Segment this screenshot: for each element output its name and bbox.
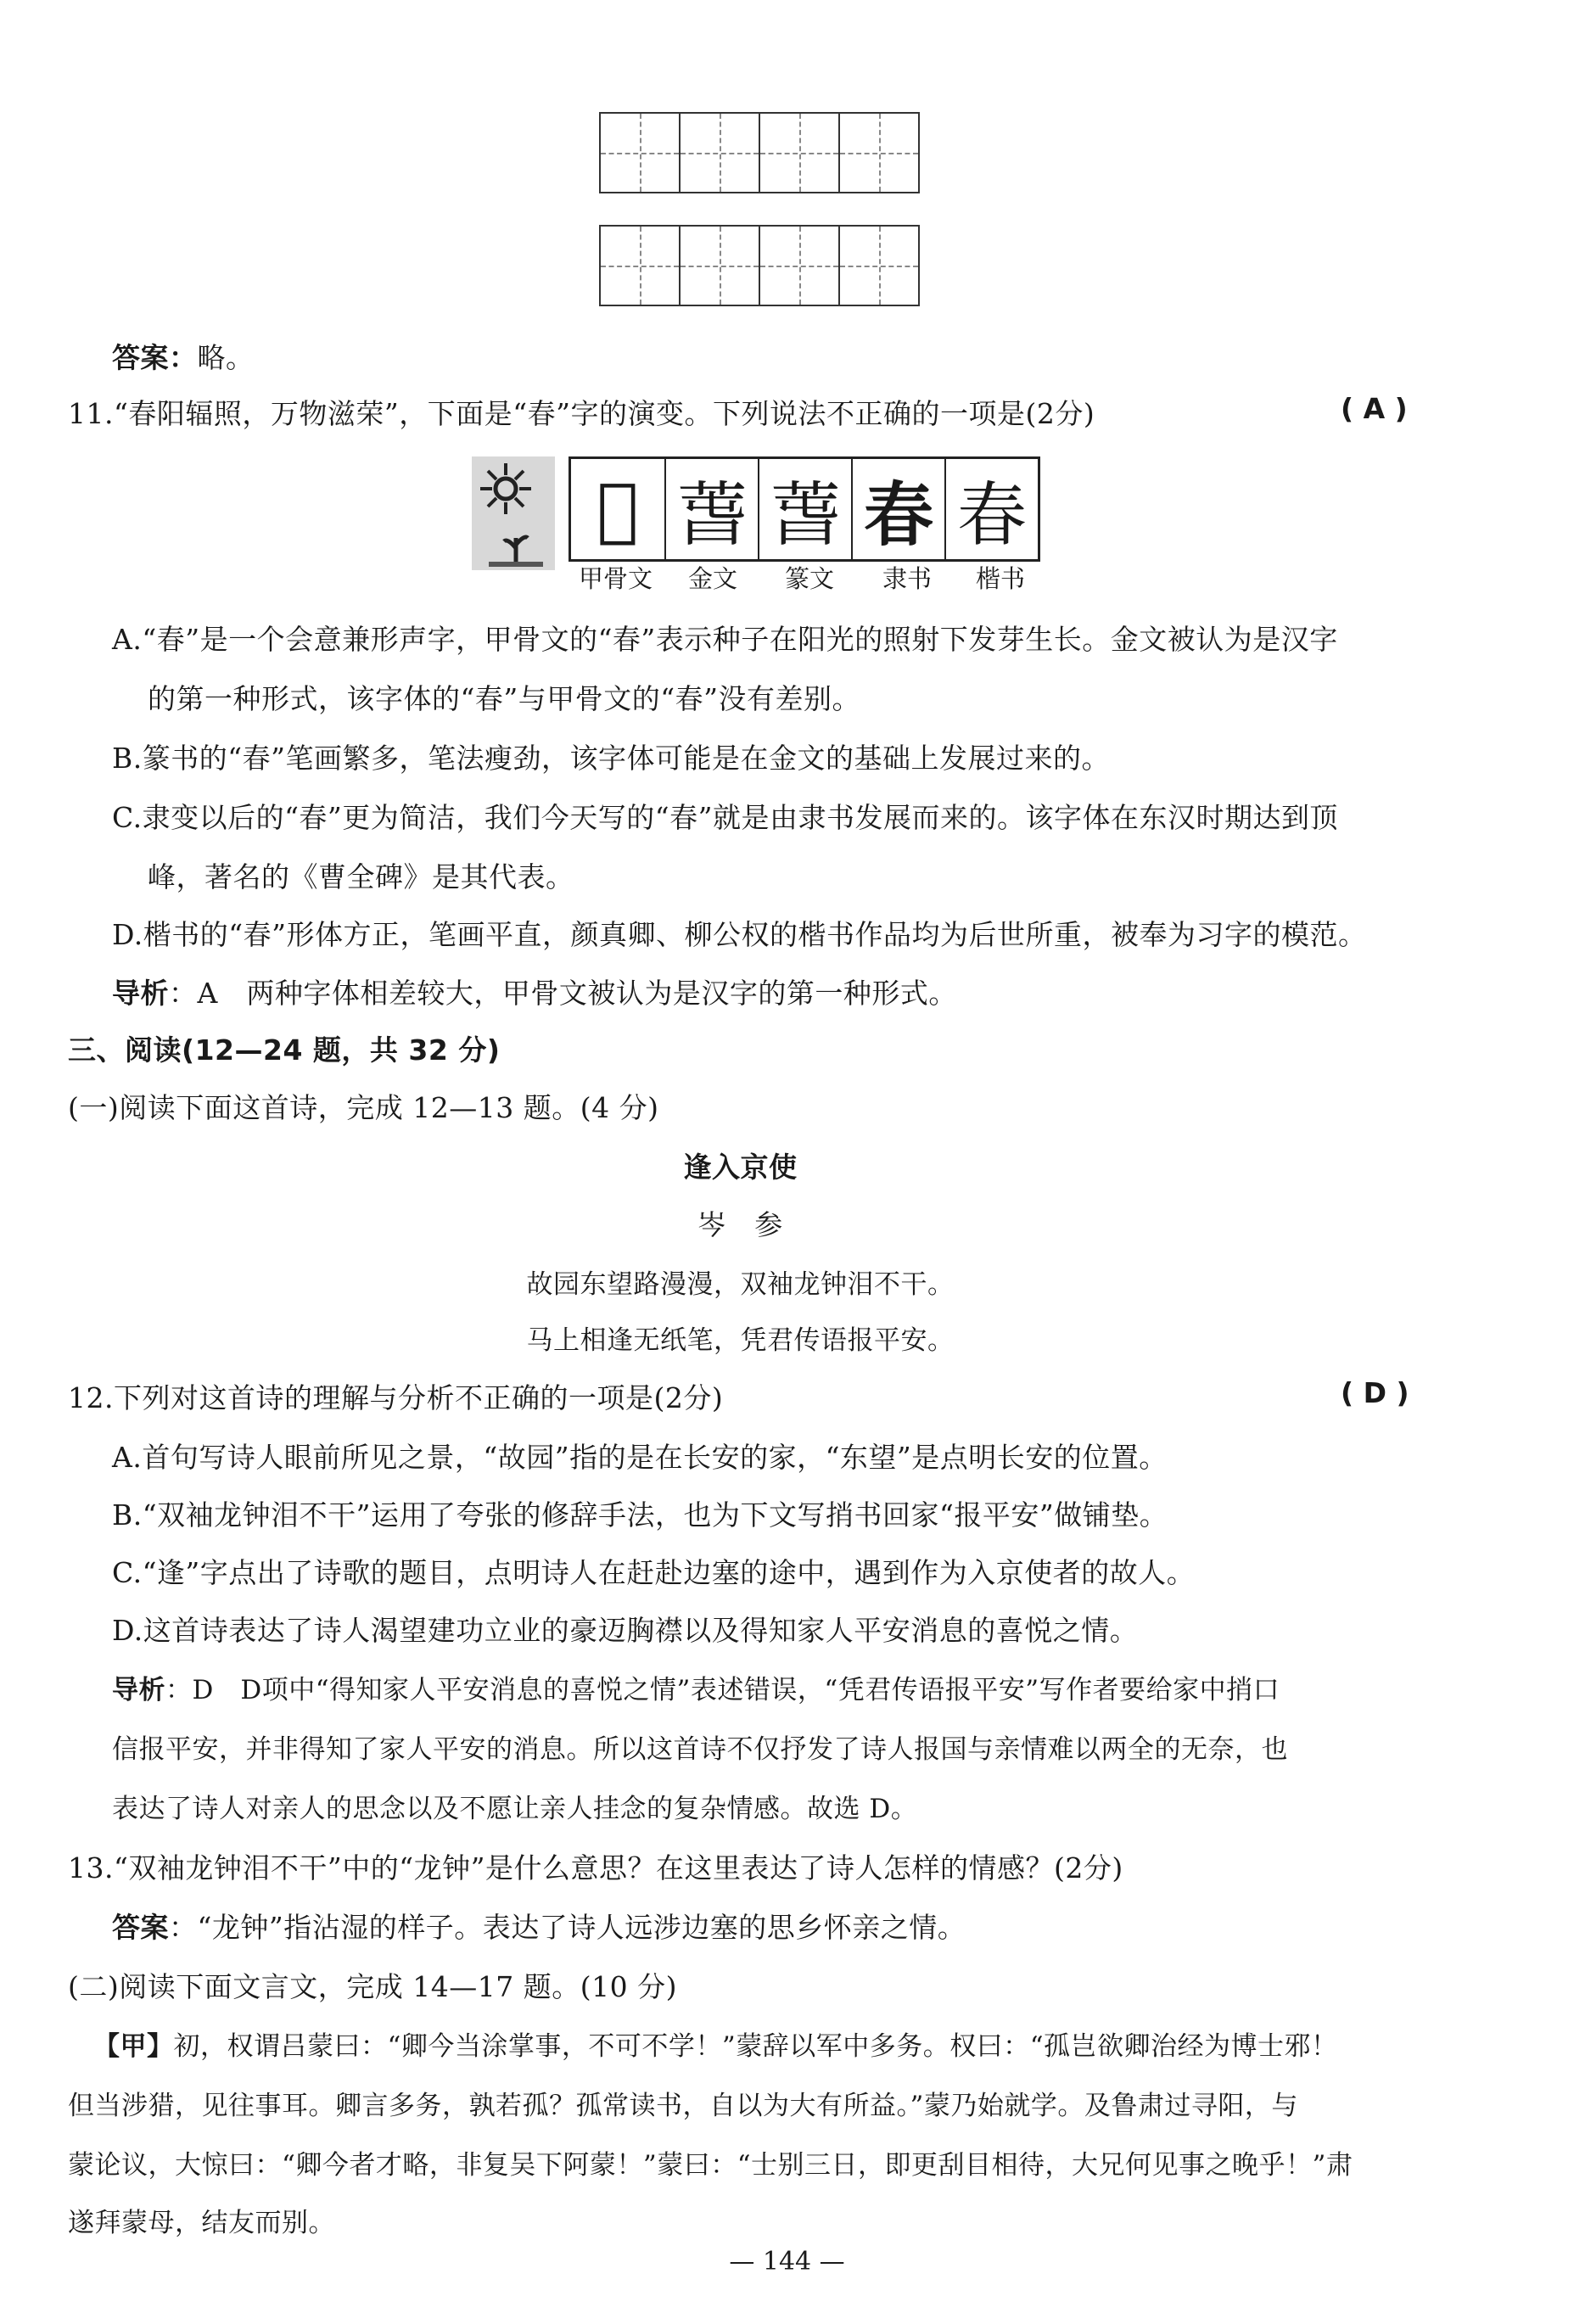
oracle-image	[472, 456, 555, 570]
passage-line-1	[93, 2024, 1338, 2063]
q11-answer: ( A )	[1341, 392, 1408, 425]
grid-cell	[599, 112, 681, 193]
q12-option-d: D.这首诗表达了诗人渴望建功立业的豪迈胸襟以及得知家人平安消息的喜悦之情。	[112, 1614, 1139, 1647]
glyph-regular: 春	[944, 459, 1038, 559]
grid-cell	[759, 112, 840, 193]
grid-cell	[679, 112, 760, 193]
passage-line-4: 遂拜蒙母，结友而别。	[68, 2208, 335, 2238]
poem-title: 逢入京使	[683, 1151, 798, 1184]
q11-analysis	[112, 972, 957, 1011]
q12-prompt: 12.下列对这首诗的理解与分析不正确的一项是(2分)	[68, 1381, 724, 1414]
sun-sprout-icon	[472, 456, 555, 570]
label-regular: 楷书	[976, 564, 1026, 593]
q11-option-c-cont: 峰，著名的《曹全碑》是其代表。	[148, 860, 574, 893]
label-oracle: 甲骨文	[579, 564, 653, 593]
q12-answer: ( D )	[1341, 1376, 1409, 1409]
poem-line-2: 马上相逢无纸笔，凭君传语报平安。	[526, 1325, 955, 1356]
chun-evolution-table	[569, 456, 1040, 562]
passage-line-3: 蒙论议，大惊曰：“卿今者才略，非复吴下阿蒙！”蒙曰：“士别三日，即更刮目相待，大兄何见事之晚乎！”肃	[68, 2150, 1353, 2181]
analysis-text: ：A 两种字体相差较大，甲骨文被认为是汉字的第一种形式。	[169, 977, 957, 1010]
q11-option-c: C.隶变以后的“春”更为简洁，我们今天写的“春”就是由隶书发展而来的。该字体在东汉时期达到顶	[112, 801, 1339, 834]
q13-prompt: 13.“双袖龙钟泪不干”中的“龙钟”是什么意思？在这里表达了诗人怎样的情感？(2分)	[68, 1851, 1123, 1884]
answer-label: 答案	[112, 341, 169, 374]
analysis-label: 导析	[112, 977, 169, 1010]
section-3-title: 三、阅读(12—24 题，共 32 分)	[68, 1033, 501, 1067]
q12-option-c: C.“逢”字点出了诗歌的题目，点明诗人在赶赴边塞的途中，遇到作为入京使者的故人。	[112, 1556, 1196, 1589]
analysis-label: 导析	[112, 1675, 165, 1705]
q12-option-a: A.首句写诗人眼前所见之景，“故园”指的是在长安的家，“东望”是点明长安的位置。	[112, 1441, 1168, 1474]
glyph-seal: 萅	[758, 459, 851, 559]
page-number: — 144 —	[729, 2247, 845, 2276]
answer-label: 答案	[112, 1911, 169, 1944]
glyph-bronze: 萅	[664, 459, 758, 559]
grid-cell	[599, 225, 681, 306]
q11-option-a-cont: 的第一种形式，该字体的“春”与甲骨文的“春”没有差别。	[148, 682, 860, 715]
q11-option-d: D.楷书的“春”形体方正，笔画平直，颜真卿、柳公权的楷书作品均为后世所重，被奉为习字的模范。	[112, 918, 1367, 951]
part-2-intro: (二)阅读下面文言文，完成 14—17 题。(10 分)	[68, 1970, 677, 2003]
glyph-oracle: 𣌢	[597, 468, 639, 550]
glyph-clerical: 春	[851, 459, 944, 559]
poem-author: 岑 参	[697, 1208, 783, 1241]
analysis-text: ：D D项中“得知家人平安消息的喜悦之情”表述错误，“凭君传语报平安”写作者要给家中捎口	[165, 1675, 1280, 1705]
label-clerical: 隶书	[882, 564, 933, 593]
q13-answer	[112, 1906, 966, 1946]
passage-line-2: 但当涉猎，见往事耳。卿言多务，孰若孤？孤常读书，自以为大有所益。”蒙乃始就学。及鲁肃过寻阳，与	[68, 2091, 1298, 2121]
grid-cell	[838, 112, 920, 193]
answer-text: ：“龙钟”指沾湿的样子。表达了诗人远涉边塞的思乡怀亲之情。	[169, 1911, 966, 1944]
poem-line-1: 故园东望路漫漫，双袖龙钟泪不干。	[526, 1269, 955, 1300]
passage-label: 【甲】	[93, 2031, 174, 2062]
q11-option-a: A.“春”是一个会意兼形声字，甲骨文的“春”表示种子在阳光的照射下发芽生长。金文被认为是汉字	[112, 623, 1338, 656]
grid-cell	[679, 225, 760, 306]
q11-option-b: B.篆书的“春”笔画繁多，笔法瘦劲，该字体可能是在金文的基础上发展过来的。	[112, 742, 1110, 775]
writing-grid-row-1	[599, 112, 920, 193]
q11-prompt: 11.“春阳辐照，万物滋荣”，下面是“春”字的演变。下列说法不正确的一项是(2分)	[68, 397, 1095, 430]
q12-analysis-line-2: 信报平安，并非得知了家人平安的消息。所以这首诗不仅抒发了诗人报国与亲情难以两全的无奈，也	[112, 1734, 1288, 1765]
q12-analysis-line-3: 表达了诗人对亲人的思念以及不愿让亲人挂念的复杂情感。故选 D。	[112, 1794, 918, 1824]
grid-cell	[759, 225, 840, 306]
passage-text: 初，权谓吕蒙曰：“卿今当涂掌事，不可不学！”蒙辞以军中多务。权曰：“孤岂欲卿治经为博士邪！	[173, 2031, 1338, 2062]
answer-text: 略。	[197, 341, 255, 374]
label-bronze: 金文	[688, 564, 738, 593]
writing-grid-row-2	[599, 225, 920, 306]
label-seal: 篆文	[785, 564, 835, 593]
q12-analysis	[112, 1668, 1280, 1706]
part-1-intro: (一)阅读下面这首诗，完成 12—13 题。(4 分)	[68, 1091, 659, 1124]
grid-cell	[838, 225, 920, 306]
q12-option-b: B.“双袖龙钟泪不干”运用了夸张的修辞手法，也为下文写捎书回家“报平安”做铺垫。	[112, 1498, 1168, 1532]
answer-10: 答案：略。	[112, 341, 255, 374]
